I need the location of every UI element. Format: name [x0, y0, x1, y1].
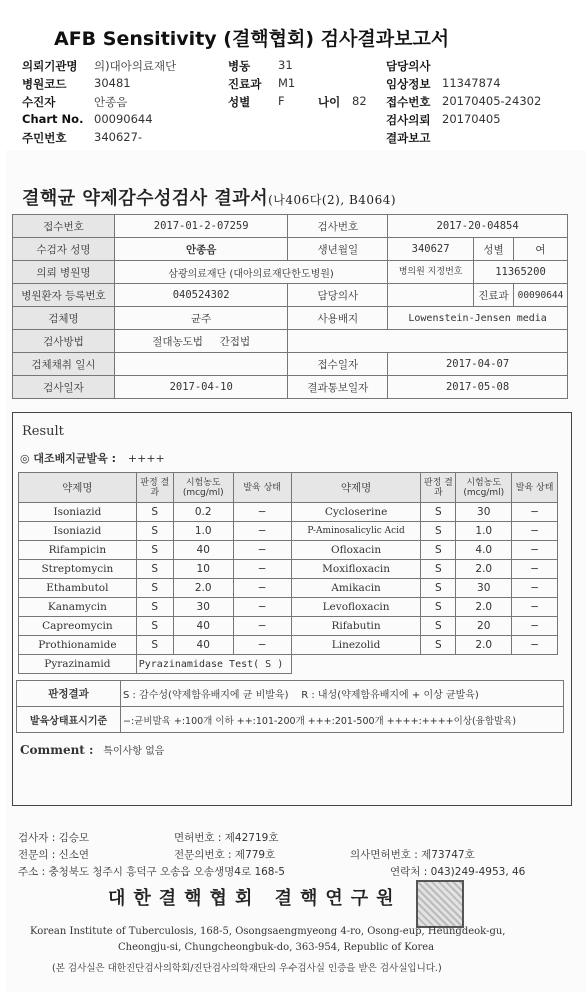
collect-label: 검체채취 일시: [13, 353, 115, 376]
left-judgement: S: [136, 636, 173, 655]
medium-value: Lowenstein-Jensen media: [388, 307, 568, 330]
right-concentration: 30: [456, 503, 512, 522]
left-judgement: S: [136, 560, 173, 579]
test-label: 검사일자: [13, 376, 115, 399]
right-judgement: S: [421, 636, 456, 655]
certification-note: (본 검사실은 대한진단검사의학회/진단검사의학재단의 우수검사실 인증을 받은 검사실입니다.): [52, 963, 442, 974]
col-drug: 약제명: [19, 473, 137, 503]
right-judgement: S: [421, 541, 456, 560]
dept-label: 진료과: [474, 284, 514, 307]
patient-name: 안종음: [114, 238, 288, 261]
left-judgement: S: [136, 522, 173, 541]
right-drug-name: Cycloserine: [291, 503, 421, 522]
header-label: 병동: [228, 59, 251, 73]
address-en-2: Cheongju-si, Chungcheongbuk-do, 363-954, Republic of Korea: [118, 942, 435, 953]
specimen-label: 검체명: [13, 307, 115, 330]
right-concentration: 20: [456, 617, 512, 636]
left-growth: −: [233, 598, 291, 617]
right-concentration: 1.0: [456, 522, 512, 541]
right-drug-name: Levofloxacin: [291, 598, 421, 617]
left-concentration: 0.2: [173, 503, 233, 522]
left-concentration: 40: [173, 541, 233, 560]
right-judgement: S: [421, 522, 456, 541]
header-label: 수진자: [22, 95, 56, 109]
col-drug-2: 약제명: [291, 473, 421, 503]
judge-r: R : 내성(약제함유배지에 + 이상 균발육): [301, 690, 479, 701]
growth-text: −:균비발육 +:100개 이하 ++:101-200개 +++:201-500개 ++++:++++이상(융합발육): [121, 707, 564, 733]
right-judgement: S: [421, 598, 456, 617]
report-title: [22, 184, 396, 210]
header-value: M1: [278, 76, 296, 90]
method-2: 간접법: [219, 335, 251, 348]
test-date: 2017-04-10: [114, 376, 288, 399]
header-value: 11347874: [442, 76, 501, 90]
footer-line-3: [18, 864, 558, 879]
col-judge: 판정 결과: [136, 473, 173, 503]
right-judgement: S: [421, 503, 456, 522]
sex-label: 성별: [474, 238, 514, 261]
left-growth: −: [233, 541, 291, 560]
form-number: (나406다(2), B4064): [268, 193, 397, 207]
left-drug-name: Kanamycin: [19, 598, 137, 617]
header-value: 20170405: [442, 112, 501, 126]
left-growth: −: [233, 617, 291, 636]
report-header-title: AFB Sensitivity (결핵협회) 검사결과보고서: [54, 28, 450, 50]
left-concentration: 10: [173, 560, 233, 579]
left-growth: −: [233, 522, 291, 541]
pza-drug: Pyrazinamid: [19, 655, 137, 674]
recv-date: 2017-04-07: [388, 353, 568, 376]
dept-value: 00090644: [513, 284, 567, 307]
col-conc-2: 시험농도 (mcg/ml): [456, 473, 512, 503]
judge-label: 판정결과: [17, 681, 121, 707]
birth-date: 340627: [388, 238, 474, 261]
comment: [20, 742, 164, 757]
header-value: 340627-: [94, 130, 143, 144]
header-value: 31: [278, 58, 293, 72]
left-drug-name: Ethambutol: [19, 579, 137, 598]
left-judgement: S: [136, 541, 173, 560]
header-value: 20170405-24302: [442, 94, 542, 108]
right-drug-name: Rifabutin: [291, 617, 421, 636]
reg-no: 040524302: [114, 284, 288, 307]
header-value: F: [278, 94, 285, 108]
right-judgement: S: [421, 579, 456, 598]
right-growth: −: [512, 541, 558, 560]
judge-text: [121, 681, 564, 707]
header-value: 82: [352, 94, 367, 108]
left-drug-name: Isoniazid: [19, 503, 137, 522]
left-growth: −: [233, 503, 291, 522]
left-judgement: S: [136, 579, 173, 598]
birth-label: 생년월일: [288, 238, 388, 261]
receipt-no-label: 접수번호: [13, 215, 115, 238]
header-label: 성별: [228, 95, 251, 109]
right-judgement: S: [421, 617, 456, 636]
footer-line-1: [18, 830, 279, 845]
control-growth: [20, 450, 165, 466]
header-label: 임상정보: [386, 77, 431, 91]
method-value: [114, 330, 288, 353]
left-concentration: 40: [173, 617, 233, 636]
left-growth: −: [233, 560, 291, 579]
result-row: [19, 560, 558, 579]
susceptibility-table: [18, 472, 558, 674]
pza-blank: [291, 655, 557, 674]
physician-license: 의사면허번호 : 제73747호: [350, 849, 475, 861]
exam-no-label: 검사번호: [288, 215, 388, 238]
right-drug-name: Moxifloxacin: [291, 560, 421, 579]
medium-label: 사용배지: [288, 307, 388, 330]
header-value: 안종음: [94, 95, 128, 109]
report-title-text: 결핵균 약제감수성검사 결과서: [22, 188, 269, 209]
notify-date: 2017-05-08: [388, 376, 568, 399]
doctor-label: 담당의사: [288, 284, 388, 307]
result-row: [19, 598, 558, 617]
left-judgement: S: [136, 598, 173, 617]
result-row: [19, 503, 558, 522]
header-label: Chart No.: [22, 112, 84, 126]
legend-table: [16, 680, 564, 733]
sex-value: 여: [513, 238, 567, 261]
header-label: 접수번호: [386, 95, 431, 109]
footer-line-2: [18, 847, 558, 862]
header-label: 진료과: [228, 77, 262, 91]
right-drug-name: Linezolid: [291, 636, 421, 655]
official-seal: [416, 880, 464, 928]
right-drug-name: Amikacin: [291, 579, 421, 598]
left-concentration: 2.0: [173, 579, 233, 598]
result-row: [19, 636, 558, 655]
col-growth: 발육 상태: [233, 473, 291, 503]
control-value: ++++: [127, 452, 165, 465]
result-row: [19, 579, 558, 598]
left-judgement: S: [136, 617, 173, 636]
hosp-code-label: 병의원 지정번호: [388, 261, 474, 284]
method-1: 절대농도법: [152, 335, 203, 348]
result-row: [19, 617, 558, 636]
address-en-1: Korean Institute of Tuberculosis, 168-5, Osongsaengmyeong 4-ro, Osong-eup, Heungdeok-gu,: [30, 926, 506, 937]
comment-label: Comment :: [20, 743, 94, 757]
result-row: [19, 541, 558, 560]
method-blank: [288, 330, 568, 353]
specialist: 전문의 : 신소연: [18, 849, 90, 861]
reg-label: 병원환자 등록번호: [13, 284, 115, 307]
left-growth: −: [233, 579, 291, 598]
contact: 연락처 : 043)249-4953, 46: [390, 866, 526, 878]
header-value: 00090644: [94, 112, 153, 126]
address: 주소 : 충청북도 청주시 흥덕구 오송읍 오송생명4로 168-5: [18, 866, 285, 878]
right-concentration: 2.0: [456, 636, 512, 655]
col-judge-2: 판정 결과: [421, 473, 456, 503]
right-growth: −: [512, 560, 558, 579]
left-concentration: 30: [173, 598, 233, 617]
notify-label: 결과통보일자: [288, 376, 388, 399]
right-growth: −: [512, 598, 558, 617]
right-drug-name: P-Aminosalicylic Acid: [291, 522, 421, 541]
right-judgement: S: [421, 560, 456, 579]
exam-no: 2017-20-04854: [388, 215, 568, 238]
header-label: 결과보고: [386, 131, 431, 145]
control-label: ◎ 대조배지균발육 :: [20, 452, 117, 465]
recv-label: 접수일자: [288, 353, 388, 376]
header-label: 병원코드: [22, 77, 67, 91]
hosp-code: 11365200: [474, 261, 568, 284]
right-growth: −: [512, 522, 558, 541]
right-concentration: 30: [456, 579, 512, 598]
header-value: 의)대아의료재단: [94, 59, 177, 73]
judge-s: S : 감수성(약제함유배지에 균 비발육): [123, 690, 289, 701]
hospital-name: 삼광의료재단 (대아의료재단한도병원): [114, 261, 387, 284]
institute-name: 대한결핵협회 결핵연구원: [108, 888, 402, 909]
header-label: 검사의뢰: [386, 113, 431, 127]
right-concentration: 4.0: [456, 541, 512, 560]
header-label: 의뢰기관명: [22, 59, 78, 73]
col-conc: 시험농도 (mcg/ml): [173, 473, 233, 503]
left-drug-name: Prothionamide: [19, 636, 137, 655]
method-label: 검사방법: [13, 330, 115, 353]
result-row: [19, 522, 558, 541]
left-drug-name: Isoniazid: [19, 522, 137, 541]
specialist-no: 전문의번호 : 제779호: [174, 849, 276, 861]
left-concentration: 1.0: [173, 522, 233, 541]
specimen-value: 균주: [114, 307, 288, 330]
left-drug-name: Streptomycin: [19, 560, 137, 579]
tester: 검사자 : 김승모: [18, 832, 90, 844]
right-growth: −: [512, 617, 558, 636]
header-label: 주민번호: [22, 131, 67, 145]
col-growth-2: 발육 상태: [512, 473, 558, 503]
left-drug-name: Capreomycin: [19, 617, 137, 636]
doctor-value: [388, 284, 474, 307]
result-title: Result: [22, 424, 64, 439]
left-drug-name: Rifampicin: [19, 541, 137, 560]
right-concentration: 2.0: [456, 560, 512, 579]
name-label: 수검자 성명: [13, 238, 115, 261]
growth-label: 발육상태표시기준: [17, 707, 121, 733]
right-drug-name: Ofloxacin: [291, 541, 421, 560]
patient-info-table: [12, 214, 568, 399]
license-no: 면허번호 : 제42719호: [174, 832, 279, 844]
right-growth: −: [512, 636, 558, 655]
hospital-label: 의뢰 병원명: [13, 261, 115, 284]
comment-text: 특이사항 없음: [103, 746, 165, 757]
right-growth: −: [512, 579, 558, 598]
left-growth: −: [233, 636, 291, 655]
pza-value: Pyrazinamidase Test( S ): [136, 655, 291, 674]
left-judgement: S: [136, 503, 173, 522]
header-value: 30481: [94, 76, 131, 90]
header-label: 담당의사: [386, 59, 431, 73]
receipt-no: 2017-01-2-07259: [114, 215, 288, 238]
left-concentration: 40: [173, 636, 233, 655]
right-concentration: 2.0: [456, 598, 512, 617]
header-label: 나이: [318, 95, 341, 109]
collect-value: [114, 353, 288, 376]
right-growth: −: [512, 503, 558, 522]
